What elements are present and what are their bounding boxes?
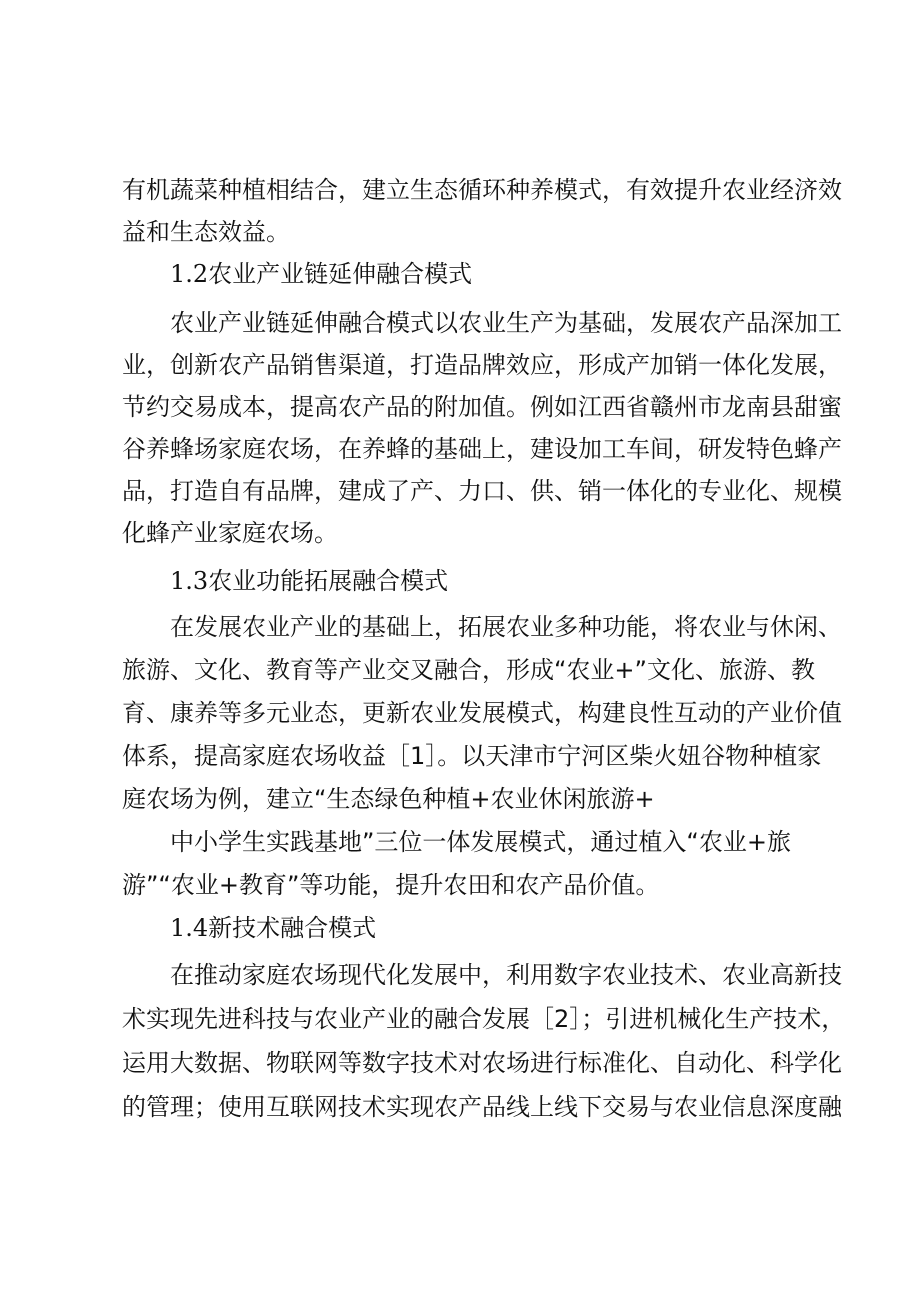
body-line: 品，打造自有品牌，建成了产、力口、供、销一体化的专业化、规模 (122, 477, 842, 505)
body-line: 有机蔬菜种植相结合，建立生态循环种养模式，有效提升农业经济效 (122, 176, 842, 204)
body-line: 在推动家庭农场现代化发展中，利用数字农业技术、农业高新技 (170, 961, 842, 989)
body-line: 育、康养等多元业态，更新农业发展模式，构建良性互动的产业价值 (122, 699, 842, 727)
section-heading-1-3: 1.3农业功能拓展融合模式 (170, 567, 449, 595)
body-line: 益和生态效益。 (122, 218, 290, 246)
body-line: 庭农场为例，建立“生态绿色种植+农业休闲旅游+ (122, 785, 655, 813)
body-line: 运用大数据、物联网等数字技术对农场进行标准化、自动化、科学化 (122, 1049, 842, 1077)
body-line: 中小学生实践基地”三位一体发展模式，通过植入“农业+旅 (170, 828, 791, 856)
body-line: 业，创新农产品销售渠道，打造品牌效应，形成产加销一体化发展， (122, 351, 842, 379)
body-line: 在发展农业产业的基础上，拓展农业多种功能，将农业与休闲、 (170, 613, 842, 641)
body-line: 化蜂产业家庭农场。 (122, 519, 338, 547)
body-line: 谷养蜂场家庭农场，在养蜂的基础上，建设加工车间，研发特色蜂产 (122, 435, 842, 463)
body-line: 游”“农业+教育”等功能，提升农田和农产品价值。 (122, 871, 660, 899)
body-line: 旅游、文化、教育等产业交叉融合，形成“农业+”文化、旅游、教 (122, 656, 815, 684)
body-line: 农业产业链延伸融合模式以农业生产为基础，发展农产品深加工 (170, 309, 842, 337)
section-heading-1-2: 1.2农业产业链延伸融合模式 (170, 260, 473, 288)
body-line: 的管理；使用互联网技术实现农产品线上线下交易与农业信息深度融 (122, 1093, 842, 1121)
body-line: 体系，提高家庭农场收益［1］。以天津市宁河区柴火妞谷物种植家 (122, 742, 822, 770)
section-heading-1-4: 1.4新技术融合模式 (170, 914, 377, 942)
body-line: 术实现先进科技与农业产业的融合发展［2］；引进机械化生产技术， (122, 1005, 846, 1033)
body-line: 节约交易成本，提高农产品的附加值。例如江西省赣州市龙南县甜蜜 (122, 393, 842, 421)
